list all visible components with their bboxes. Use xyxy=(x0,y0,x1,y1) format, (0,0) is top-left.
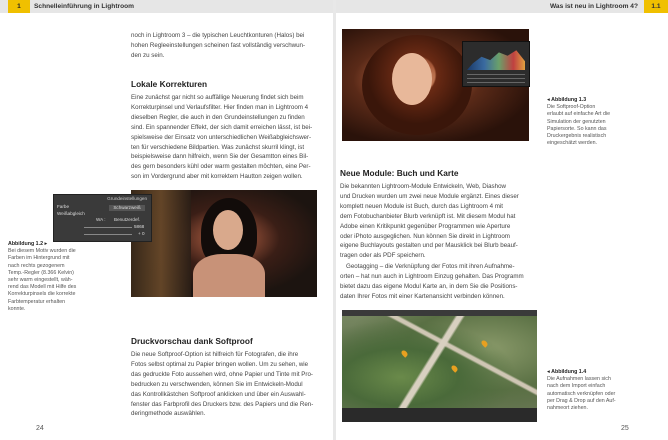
caption-title: Abbildung 1.2 xyxy=(8,241,44,247)
text-line: eigene Buchlayouts gestalten und per Mausklick bei Blurb beauf- xyxy=(340,242,518,250)
caption-line: Korrekturpinsels die korrekte xyxy=(8,291,76,298)
caption-line: sehr warm eingestellt, wäh- xyxy=(8,277,73,284)
text-line: fenster das Farbprofil des Druckers bzw. des Papiers und die Ren- xyxy=(131,400,314,408)
text-line: noch in Lightroom 3 – die typischen Leuchtkonturen (Halos) bei xyxy=(131,32,305,39)
caption-line: Simulation der genutzten xyxy=(547,118,606,125)
text-line: dem Fotobuchanbieter Blurb verknüpft ist. Mit diesem Modul hat xyxy=(340,212,516,220)
running-header-right xyxy=(336,0,668,13)
section-number: 1.1 xyxy=(644,0,668,13)
text-line: son im Vordergrund aber mit korrektem Hautton zeigen wollen. xyxy=(131,173,303,181)
map-pin-icon xyxy=(400,349,408,357)
caption-line: Druckergebnis realistisch xyxy=(547,133,607,140)
caption-line: nach rechts gezogenem xyxy=(8,262,65,269)
text-line: sind. Ein spannender Effekt, der sich damit erreichen lässt, ist bei- xyxy=(131,123,313,131)
text-line: das Kontrollkästchen Softproof anklicken und über ein Auswahl- xyxy=(131,390,306,398)
text-line: Die bekannten Lightroom-Module Entwickeln, Web, Diashow xyxy=(340,183,507,190)
text-line: das gedruckte Foto aussehen wird, ohne Papier und Tinte mit Pro- xyxy=(131,370,313,378)
caption-figure-1-3 xyxy=(547,97,663,147)
text-line: Fotos selbst optimal zu Papier bringen wollen. Um zu sehen, wie xyxy=(131,360,309,368)
text-line: orten – hat nun auch in Lightroom Einzug gehalten. Das Programm xyxy=(340,272,524,280)
text-line: deringmethode auswählen. xyxy=(131,410,206,418)
panel-bw-button: Schwarzweiß xyxy=(109,205,145,211)
panel-wb-value: Benutzerdef. xyxy=(114,217,141,222)
section-title: Was ist neu in Lightroom 4? xyxy=(549,3,638,10)
caption-figure-1-2 xyxy=(8,241,120,313)
text-line: des gern besonders kühl oder warm gestalten möchten, eine Per- xyxy=(131,163,311,171)
basic-settings-panel xyxy=(53,194,152,242)
arrow-left-icon: ◂ xyxy=(547,369,550,375)
caption-line: rend das Modell mit Hilfe des xyxy=(8,284,77,291)
caption-title: Abbildung 1.4 xyxy=(551,369,587,375)
histogram-panel xyxy=(462,41,530,87)
caption-line: Papiersorte. So kann das xyxy=(547,125,607,132)
text-line: dieselben Regler, die auch in den Grundeinstellungen zu finden xyxy=(131,113,305,121)
chapter-title: Schnelleinführung in Lightroom xyxy=(34,3,134,10)
text-line: komplett neuen Module ist Buch, durch das Lightroom 4 mit xyxy=(340,202,504,210)
text-line: den zu sein. xyxy=(131,51,165,59)
heading-druckvorschau: Druckvorschau dank Softproof xyxy=(131,336,253,346)
heading-neue-module: Neue Module: Buch und Karte xyxy=(340,168,459,178)
panel-label-farbe: Farbe xyxy=(57,204,70,209)
paragraph-buch-karte xyxy=(340,182,535,261)
text-line: tragen oder als PDF speichern. xyxy=(340,252,426,260)
text-line: bietet dazu das eigene Modul Karte an, in dem Sie die Positions- xyxy=(340,282,518,290)
text-line: und Drucken wurden um zwei neue Module ergänzt. Eines dieser xyxy=(340,192,519,200)
caption-figure-1-4 xyxy=(547,369,663,412)
caption-line: konnte. xyxy=(8,305,26,312)
text-line: ten für verschiedene Bildpartien. Was zunächst skurril klingt, ist xyxy=(131,143,305,151)
map-module-screenshot xyxy=(342,310,537,422)
text-line: Adobe einen Kritikpunkt gegenüber Programmen wie Aperture xyxy=(340,222,511,230)
caption-line: Bei diesem Motiv wurden die xyxy=(8,248,76,255)
map-pin-icon xyxy=(480,339,488,347)
caption-title: Abbildung 1.3 xyxy=(551,97,587,103)
arrow-right-icon: ▸ xyxy=(44,241,48,247)
text-line: beispielsweise dann hilfreich, wenn Sie der Gesamtton eines Bil- xyxy=(131,153,309,161)
map-pin-icon xyxy=(450,364,458,372)
arrow-left-icon: ◂ xyxy=(547,97,550,103)
caption-line: Die Softproof-Option xyxy=(547,104,596,111)
page-number-left: 24 xyxy=(36,425,44,432)
page-number-right: 25 xyxy=(621,425,629,432)
chapter-number: 1 xyxy=(8,0,30,13)
running-header-left xyxy=(0,0,334,13)
caption-line: Farbtemperatur erhalten xyxy=(8,298,66,305)
caption-line: nach dem Import einfach xyxy=(547,383,606,390)
text-line: bedrucken zu verschwenden, können Sie im Entwickeln-Modul xyxy=(131,380,303,388)
portrait-photo-woman xyxy=(131,190,317,297)
text-line: Korrekturpinsel und Verlaufsfilter. Hier finden man in Lightroom 4 xyxy=(131,103,309,111)
caption-line: automatisch verknüpfen oder xyxy=(547,390,616,397)
paragraph-geotagging xyxy=(340,262,535,302)
paragraph-lokale-korrekturen xyxy=(131,93,318,182)
panel-title: Grundeinstellungen xyxy=(107,196,147,201)
caption-line: eingeschätzt werden. xyxy=(547,140,598,147)
text-line: daten Ihrer Fotos mit einer Kartenansicht verbinden können. xyxy=(340,292,505,300)
caption-line: per Drag & Drop auf den Auf- xyxy=(547,397,616,404)
caption-line: nahmeort ziehen. xyxy=(547,405,588,412)
text-line: Geotagging – die Verknüpfung der Fotos mit ihren Aufnahme- xyxy=(346,263,515,270)
text-line: spielsweise der Einsatz von unterschiedlichen Weißabgleichswer- xyxy=(131,133,312,141)
caption-line: erlaubt auf einfache Art die xyxy=(547,111,611,118)
text-line: oder iPhoto ausgeglichen. Nun können Sie direkt in Lightroom xyxy=(340,232,510,240)
text-line: Eine zunächst gar nicht so auffällige Neuerung findet sich beim xyxy=(131,94,304,101)
panel-tint-value: + 0 xyxy=(138,231,145,236)
text-line: Die neue Softproof-Option ist hilfreich für Fotografen, die ihre xyxy=(131,351,299,358)
panel-wb-label: WA : xyxy=(96,217,106,222)
paragraph-softproof xyxy=(131,350,318,419)
panel-label-white-balance: Weißabgleich xyxy=(57,211,85,216)
intro-paragraph xyxy=(131,31,318,61)
heading-lokale-korrekturen: Lokale Korrekturen xyxy=(131,79,208,89)
text-line: hohen Regleeinstellungen scheinen fast vollständig verschwun- xyxy=(131,41,306,49)
caption-line: Die Aufnahmen lassen sich xyxy=(547,376,611,383)
panel-temp-value: 5868 xyxy=(134,224,145,229)
caption-line: Farben im Hintergrund mit xyxy=(8,255,70,262)
caption-line: Temp.-Regler (8.366 Kelvin) xyxy=(8,269,74,276)
